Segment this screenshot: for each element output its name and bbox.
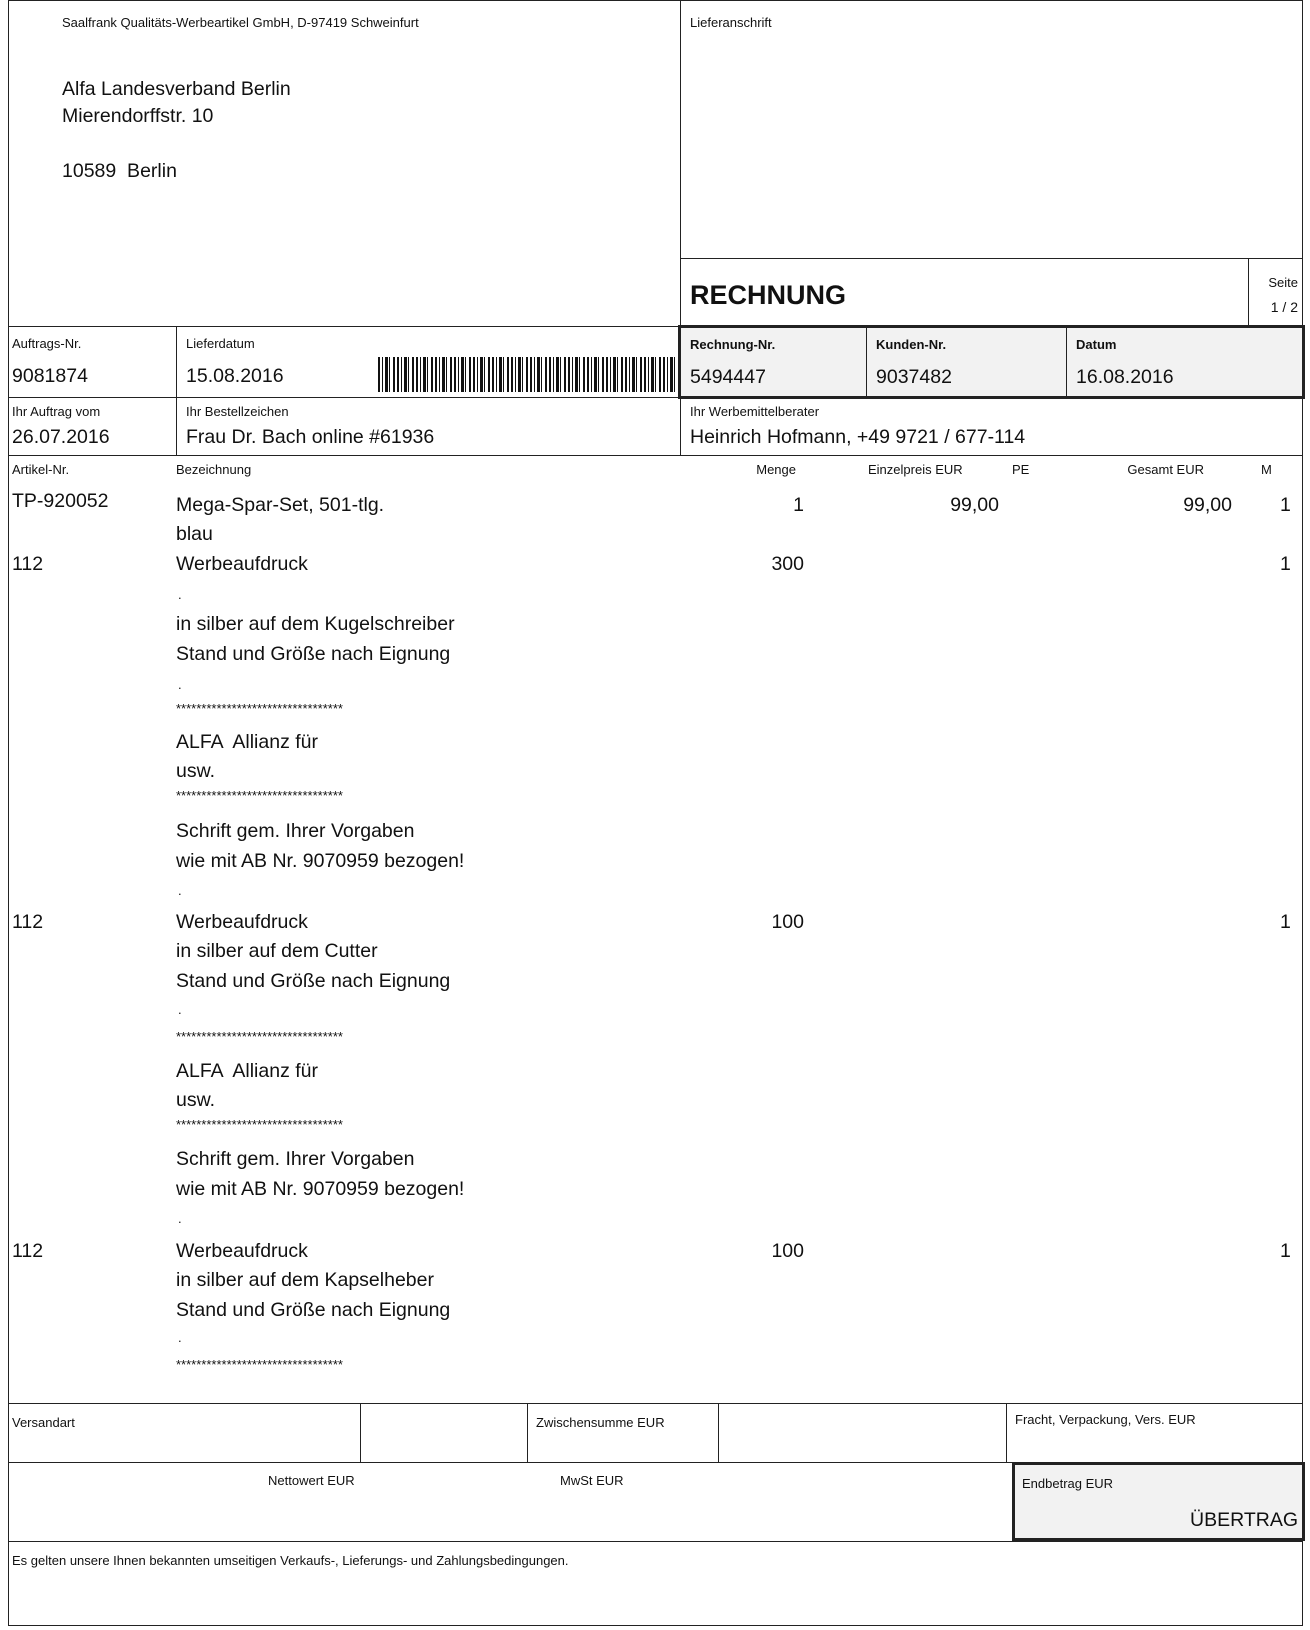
item-3-alfa-1: ALFA Allianz für bbox=[176, 1060, 318, 1082]
key-box-divider-1 bbox=[866, 328, 867, 396]
item-3-schrift-1: Schrift gem. Ihrer Vorgaben bbox=[176, 1148, 415, 1170]
sender-line: Saalfrank Qualitäts-Werbeartikel GmbH, D-97419 Schweinfurt bbox=[62, 15, 419, 30]
item-4-text-1: Werbeaufdruck bbox=[176, 1240, 308, 1262]
item-2-menge: 300 bbox=[771, 553, 804, 575]
item-2-dot-1: . bbox=[178, 587, 182, 602]
item-1-einzelpreis: 99,00 bbox=[950, 494, 999, 516]
item-1-menge: 1 bbox=[793, 494, 804, 516]
item-3-stars-1: ********************************* bbox=[176, 1029, 343, 1044]
lieferdatum-label: Lieferdatum bbox=[186, 336, 255, 351]
lieferdatum-value: 15.08.2016 bbox=[186, 365, 284, 387]
footer-divider-4 bbox=[1006, 1403, 1007, 1462]
item-1-text-1: Mega-Spar-Set, 501-tlg. bbox=[176, 494, 385, 516]
item-3-dot-2: . bbox=[178, 1211, 182, 1226]
item-4-dot-1: . bbox=[178, 1330, 182, 1345]
item-2-schrift-2: wie mit AB Nr. 9070959 bezogen! bbox=[176, 850, 465, 872]
col-gesamt: Gesamt EUR bbox=[1127, 462, 1204, 477]
recipient-line-1: Alfa Landesverband Berlin bbox=[62, 78, 291, 100]
item-3-m: 1 bbox=[1280, 911, 1291, 933]
terms-text: Es gelten unsere Ihnen bekannten umseitigen Verkaufs-, Lieferungs- und Zahlungsbedingungen. bbox=[12, 1553, 569, 1568]
item-2-detail-2: Stand und Größe nach Eignung bbox=[176, 643, 451, 665]
item-2-dot-2: . bbox=[178, 677, 182, 692]
nettowert-label: Nettowert EUR bbox=[268, 1473, 355, 1488]
order-col-divider-2 bbox=[680, 397, 681, 455]
barcode-image bbox=[378, 357, 680, 392]
auftrags-nr-value: 9081874 bbox=[12, 365, 88, 387]
item-4-menge: 100 bbox=[771, 1240, 804, 1262]
col-menge: Menge bbox=[756, 462, 796, 477]
endbetrag-label: Endbetrag EUR bbox=[1022, 1476, 1114, 1491]
rechnung-nr-label: Rechnung-Nr. bbox=[690, 337, 776, 352]
item-2-detail-1: in silber auf dem Kugelschreiber bbox=[176, 613, 455, 635]
datum-value: 16.08.2016 bbox=[1076, 366, 1174, 388]
werbemittelberater-label: Ihr Werbemittelberater bbox=[690, 404, 820, 419]
bestellzeichen-value: Frau Dr. Bach online #61936 bbox=[186, 426, 435, 448]
item-4-m: 1 bbox=[1280, 1240, 1291, 1262]
item-2-alfa-1: ALFA Allianz für bbox=[176, 731, 318, 753]
bestellzeichen-label: Ihr Bestellzeichen bbox=[186, 404, 289, 419]
key-box-divider-2 bbox=[1066, 328, 1067, 396]
col-artikel-nr: Artikel-Nr. bbox=[12, 462, 70, 477]
item-2-text-1: Werbeaufdruck bbox=[176, 553, 308, 575]
item-3-menge: 100 bbox=[771, 911, 804, 933]
auftrags-nr-label: Auftrags-Nr. bbox=[12, 336, 82, 351]
header-divider bbox=[680, 0, 681, 326]
ihr-auftrag-label: Ihr Auftrag vom bbox=[12, 404, 101, 419]
item-2-schrift-1: Schrift gem. Ihrer Vorgaben bbox=[176, 820, 415, 842]
delivery-address-label: Lieferanschrift bbox=[690, 15, 772, 30]
zwischensumme-label: Zwischensumme EUR bbox=[536, 1415, 665, 1430]
item-3-text-2: in silber auf dem Cutter bbox=[176, 940, 378, 962]
item-1-gesamt: 99,00 bbox=[1183, 494, 1232, 516]
footer-divider-2 bbox=[527, 1403, 528, 1462]
item-4-text-3: Stand und Größe nach Eignung bbox=[176, 1299, 451, 1321]
col-bezeichnung: Bezeichnung bbox=[176, 462, 252, 477]
kunden-nr-label: Kunden-Nr. bbox=[876, 337, 947, 352]
col-m: M bbox=[1261, 462, 1272, 477]
page-value: 1 / 2 bbox=[1270, 299, 1298, 315]
item-1-artikel: TP-920052 bbox=[12, 490, 109, 512]
invoice-frame bbox=[8, 0, 1303, 1626]
item-2-m: 1 bbox=[1280, 553, 1291, 575]
title-rule bbox=[680, 258, 1303, 259]
item-4-text-2: in silber auf dem Kapselheber bbox=[176, 1269, 434, 1291]
fracht-label: Fracht, Verpackung, Vers. EUR bbox=[1015, 1412, 1196, 1427]
item-2-alfa-2: usw. bbox=[176, 760, 216, 782]
kunden-nr-value: 9037482 bbox=[876, 366, 952, 388]
item-3-artikel: 112 bbox=[12, 911, 44, 933]
ihr-auftrag-value: 26.07.2016 bbox=[12, 426, 110, 448]
item-1-text-2: blau bbox=[176, 523, 213, 545]
col-einzelpreis: Einzelpreis EUR bbox=[868, 462, 963, 477]
recipient-line-3: 10589 Berlin bbox=[62, 160, 177, 182]
col-pe: PE bbox=[1012, 462, 1030, 477]
item-3-dot-1: . bbox=[178, 1002, 182, 1017]
datum-label: Datum bbox=[1076, 337, 1117, 352]
document-title: RECHNUNG bbox=[690, 280, 847, 310]
werbemittelberater-value: Heinrich Hofmann, +49 9721 / 677-114 bbox=[690, 426, 1026, 448]
uebertrag-value: ÜBERTRAG bbox=[1190, 1509, 1298, 1531]
item-3-text-3: Stand und Größe nach Eignung bbox=[176, 970, 451, 992]
item-3-schrift-2: wie mit AB Nr. 9070959 bezogen! bbox=[176, 1178, 465, 1200]
item-4-artikel: 112 bbox=[12, 1240, 44, 1262]
recipient-line-2: Mierendorffstr. 10 bbox=[62, 105, 214, 127]
item-3-stars-2: ********************************* bbox=[176, 1117, 343, 1132]
item-3-text-1: Werbeaufdruck bbox=[176, 911, 308, 933]
page-label: Seite bbox=[1268, 275, 1298, 290]
order-row-bottom bbox=[8, 455, 1303, 456]
footer-rule-3 bbox=[8, 1541, 1303, 1542]
footer-rule-1 bbox=[8, 1403, 1303, 1404]
footer-divider-3 bbox=[718, 1403, 719, 1462]
mwst-label: MwSt EUR bbox=[560, 1473, 624, 1488]
item-3-alfa-2: usw. bbox=[176, 1089, 216, 1111]
item-4-stars-1: ********************************* bbox=[176, 1357, 343, 1372]
item-1-m: 1 bbox=[1280, 494, 1291, 516]
item-2-dot-3: . bbox=[178, 883, 182, 898]
item-2-stars-2: ********************************* bbox=[176, 788, 343, 803]
versandart-label: Versandart bbox=[12, 1415, 75, 1430]
rechnung-nr-value: 5494447 bbox=[690, 366, 766, 388]
order-col-divider-1 bbox=[176, 326, 177, 455]
footer-divider-1 bbox=[360, 1403, 361, 1462]
item-2-artikel: 112 bbox=[12, 553, 44, 575]
item-2-stars-1: ********************************* bbox=[176, 701, 343, 716]
page-divider bbox=[1248, 258, 1249, 326]
